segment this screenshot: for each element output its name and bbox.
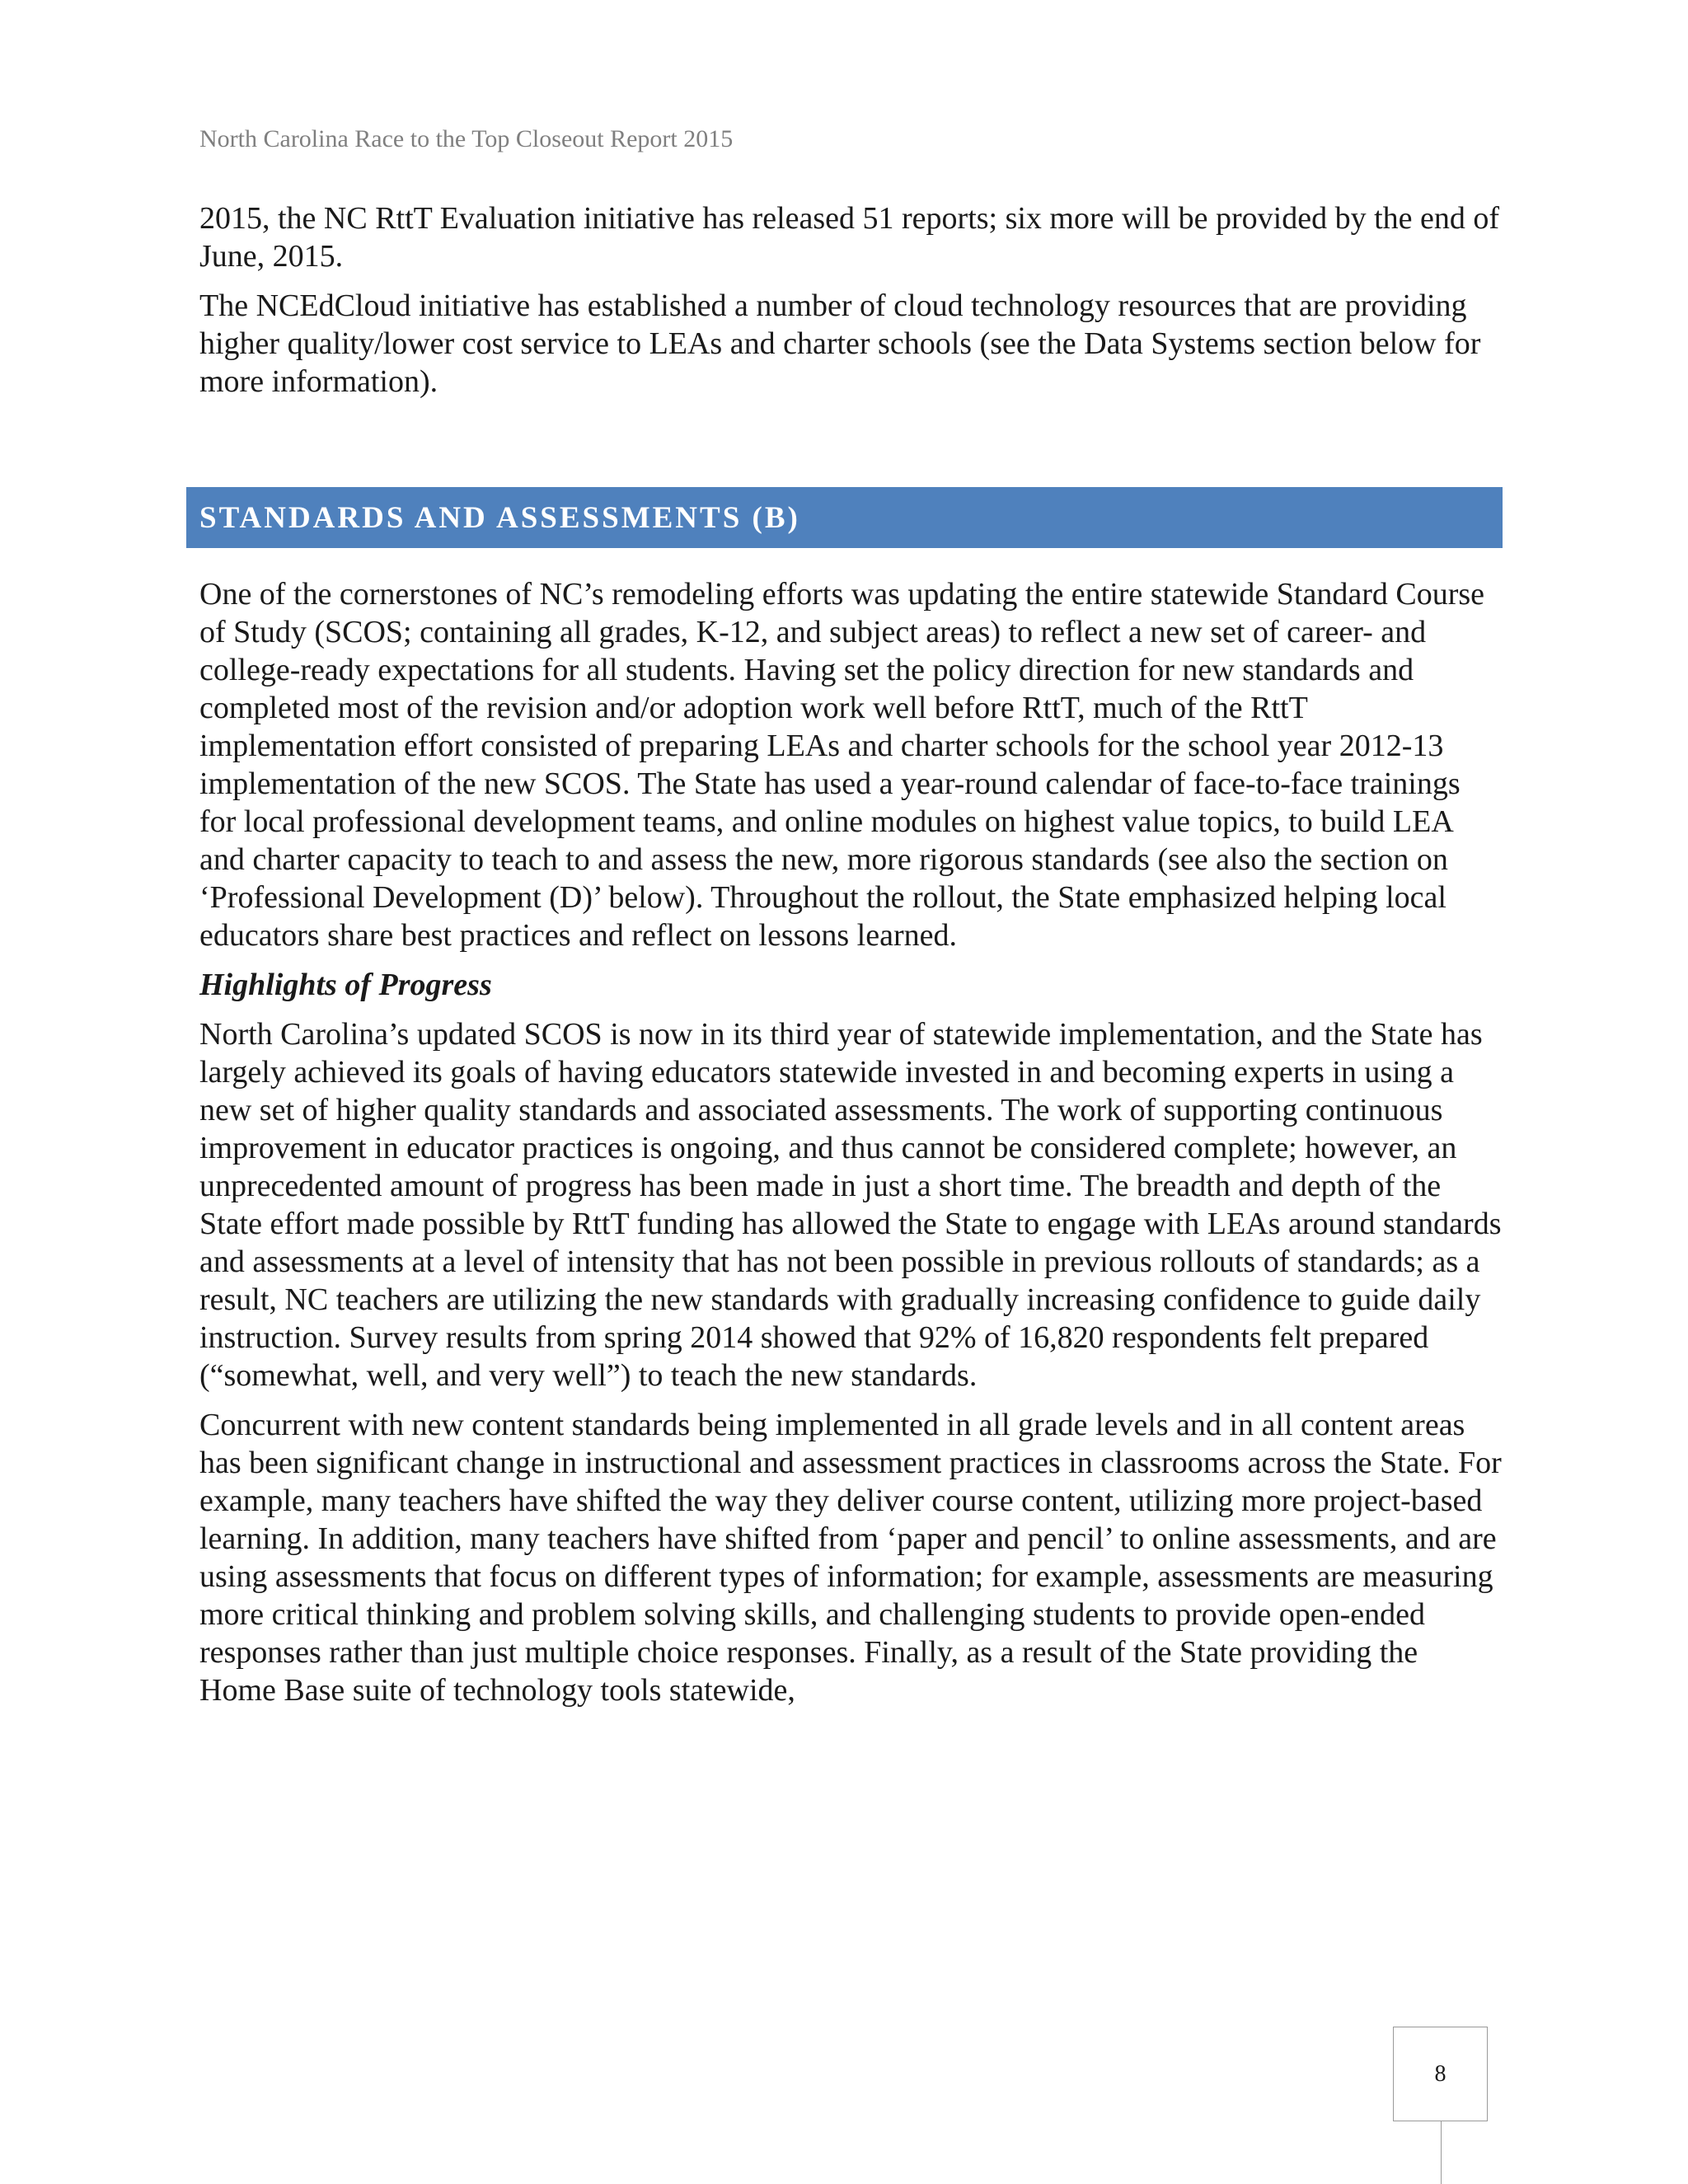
page-number: 8 bbox=[1434, 2060, 1447, 2087]
highlights-subheading: Highlights of Progress bbox=[199, 968, 492, 1002]
highlights-paragraph-2: Concurrent with new content standards being implemented in all grade levels and in all content areas has been significant change in instructional and assessment practices in classrooms across the State. For example, many teachers have shifted the way they deliver course content, utilizing more project-based learning. In addition, many teachers have shifted from ‘paper and pencil’ to online assessments, and are using assessments that focus on different types of information; for example, assessments are measuring more critical thinking and problem solving skills, and challenging students to provide open-ended responses rather than just multiple choice responses. Finally, as a result of the State providing the Home Base suite of technology tools statewide, bbox=[199, 1408, 1502, 1708]
section-title: STANDARDS AND ASSESSMENTS (B) bbox=[199, 500, 800, 535]
running-header: North Carolina Race to the Top Closeout Report 2015 bbox=[199, 125, 734, 152]
page-number-connector-line bbox=[1441, 2121, 1442, 2184]
section-intro-paragraph: One of the cornerstones of NC’s remodeling efforts was updating the entire statewide Standard Course of Study (SCOS; containing all grades, K-12, and subject areas) to reflect a new set of career- and college-ready expectations for all students. Having set the policy direction for new standards and completed most of the revision and/or adoption work well before RttT, much of the RttT implementation effort consisted of preparing LEAs and charter schools for the school year 2012-13 implementation of the new SCOS. The State has used a year-round calendar of face-to-face trainings for local professional development teams, and online modules on highest value topics, to build LEA and charter capacity to teach to and assess the new, more rigorous standards (see also the section on ‘Professional Development (D)’ below). Throughout the rollout, the State emphasized helping local educators share best practices and reflect on lessons learned. bbox=[199, 577, 1485, 953]
intro-paragraph-1: 2015, the NC RttT Evaluation initiative has released 51 reports; six more will be provided by the end of June, 2015. bbox=[199, 201, 1500, 274]
section-heading-bar bbox=[186, 487, 1503, 548]
section-body bbox=[199, 575, 1502, 1709]
intro-paragraph-2: The NCEdCloud initiative has established a number of cloud technology resources that are providing higher quality/lower cost service to LEAs and charter schools (see the Data Systems section below for more information). bbox=[199, 288, 1481, 399]
highlights-paragraph-1: North Carolina’s updated SCOS is now in its third year of statewide implementation, and the State has largely achieved its goals of having educators statewide invested in and becoming experts in using a new set of higher quality standards and associated assessments. The work of supporting continuous improvement in educator practices is ongoing, and thus cannot be considered complete; however, an unprecedented amount of progress has been made in just a short time. The breadth and depth of the State effort made possible by RttT funding has allowed the State to engage with LEAs around standards and assessments at a level of intensity that has not been possible in previous rollouts of standards; as a result, NC teachers are utilizing the new standards with gradually increasing confidence to guide daily instruction. Survey results from spring 2014 showed that 92% of 16,820 respondents felt prepared (“somewhat, well, and very well”) to teach the new standards. bbox=[199, 1017, 1502, 1393]
intro-block bbox=[199, 199, 1502, 401]
page-number-box bbox=[1393, 2027, 1488, 2121]
